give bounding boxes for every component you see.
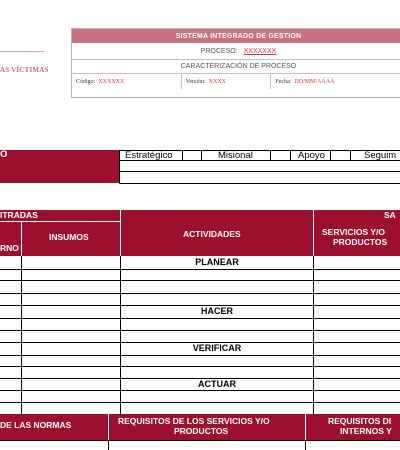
type-row-2 — [0, 160, 119, 171]
col-rno: RNO — [0, 243, 19, 253]
col-servicios-line1: SERVICIOS Y/O — [322, 227, 385, 237]
col-actividades: ACTIVIDADES — [183, 229, 241, 239]
date-cell — [271, 74, 400, 89]
version-cell — [182, 74, 272, 89]
document-header — [0, 0, 400, 108]
code-cell — [72, 74, 182, 89]
rule — [0, 390, 400, 391]
rule — [21, 256, 22, 414]
rule — [313, 210, 314, 256]
rule — [0, 221, 120, 222]
rule — [0, 269, 400, 270]
date-value[interactable]: DD/MM/AAAA — [294, 78, 335, 85]
rule — [0, 318, 400, 319]
col-servicios-line2: PRODUCTOS — [333, 237, 388, 247]
rule — [182, 150, 183, 160]
phase-planear: PLANEAR — [195, 257, 239, 267]
type-row-3 — [0, 171, 119, 183]
process-value[interactable]: XXXXXXX — [243, 47, 277, 55]
phase-hacer: HACER — [200, 306, 233, 316]
rule — [201, 150, 202, 160]
rule — [120, 210, 121, 256]
rule — [119, 150, 120, 183]
option-misional[interactable]: Misional — [218, 150, 253, 161]
rule — [313, 256, 314, 414]
rule — [21, 221, 22, 256]
header-box — [71, 28, 400, 98]
req-servicios-line2: PRODUCTOS — [174, 426, 229, 436]
rule — [119, 183, 400, 184]
rule — [0, 330, 400, 331]
rule — [0, 280, 400, 281]
phase-actuar: ACTUAR — [198, 379, 236, 389]
type-label-cell — [0, 150, 119, 160]
entradas-label: ITRADAS — [0, 210, 38, 220]
date-label: Fecha: — [275, 78, 292, 85]
version-label: Versión: — [185, 78, 206, 85]
code-value[interactable]: XXXXXX — [98, 78, 125, 85]
rule — [350, 150, 351, 160]
phase-verificar: VERIFICAR — [192, 343, 242, 353]
rule — [108, 440, 109, 450]
req-servicios-line1: REQUISITOS DE LOS SERVICIOS Y/O — [118, 416, 270, 426]
rule — [0, 440, 400, 441]
col-insumos: INSUMOS — [49, 232, 89, 242]
option-seguimiento[interactable]: Seguim — [364, 150, 397, 161]
system-title: SISTEMA INTEGRADO DE GESTION — [72, 29, 400, 43]
salidas-label: SA — [384, 210, 396, 220]
rule — [305, 440, 306, 450]
rule — [0, 402, 400, 403]
rule — [290, 150, 291, 160]
type-label: O — [0, 149, 8, 160]
rule — [0, 293, 400, 294]
version-value[interactable]: XXXX — [208, 78, 227, 85]
code-label: Código: — [76, 78, 96, 85]
rule — [330, 150, 331, 160]
code-row — [72, 73, 400, 89]
logo-text: AS VÍCTIMAS — [0, 66, 49, 74]
rule — [119, 171, 400, 172]
rule — [120, 256, 121, 414]
req-internos-line2: INTERNOS Y — [340, 426, 392, 436]
rule — [0, 366, 400, 367]
rule — [0, 355, 400, 356]
req-normas: DE LAS NORMAS — [0, 420, 72, 430]
option-apoyo[interactable]: Apoyo — [298, 150, 325, 161]
logo-divider — [0, 51, 44, 52]
rule — [270, 150, 271, 160]
option-estrategico[interactable]: Estratégico — [125, 150, 173, 161]
process-label: PROCESO: — [200, 47, 238, 55]
process-row — [72, 43, 400, 59]
characterization-title: CARACTERIZACIÓN DE PROCESO — [72, 59, 400, 73]
req-internos-line1: REQUISITOS DI — [328, 416, 392, 426]
